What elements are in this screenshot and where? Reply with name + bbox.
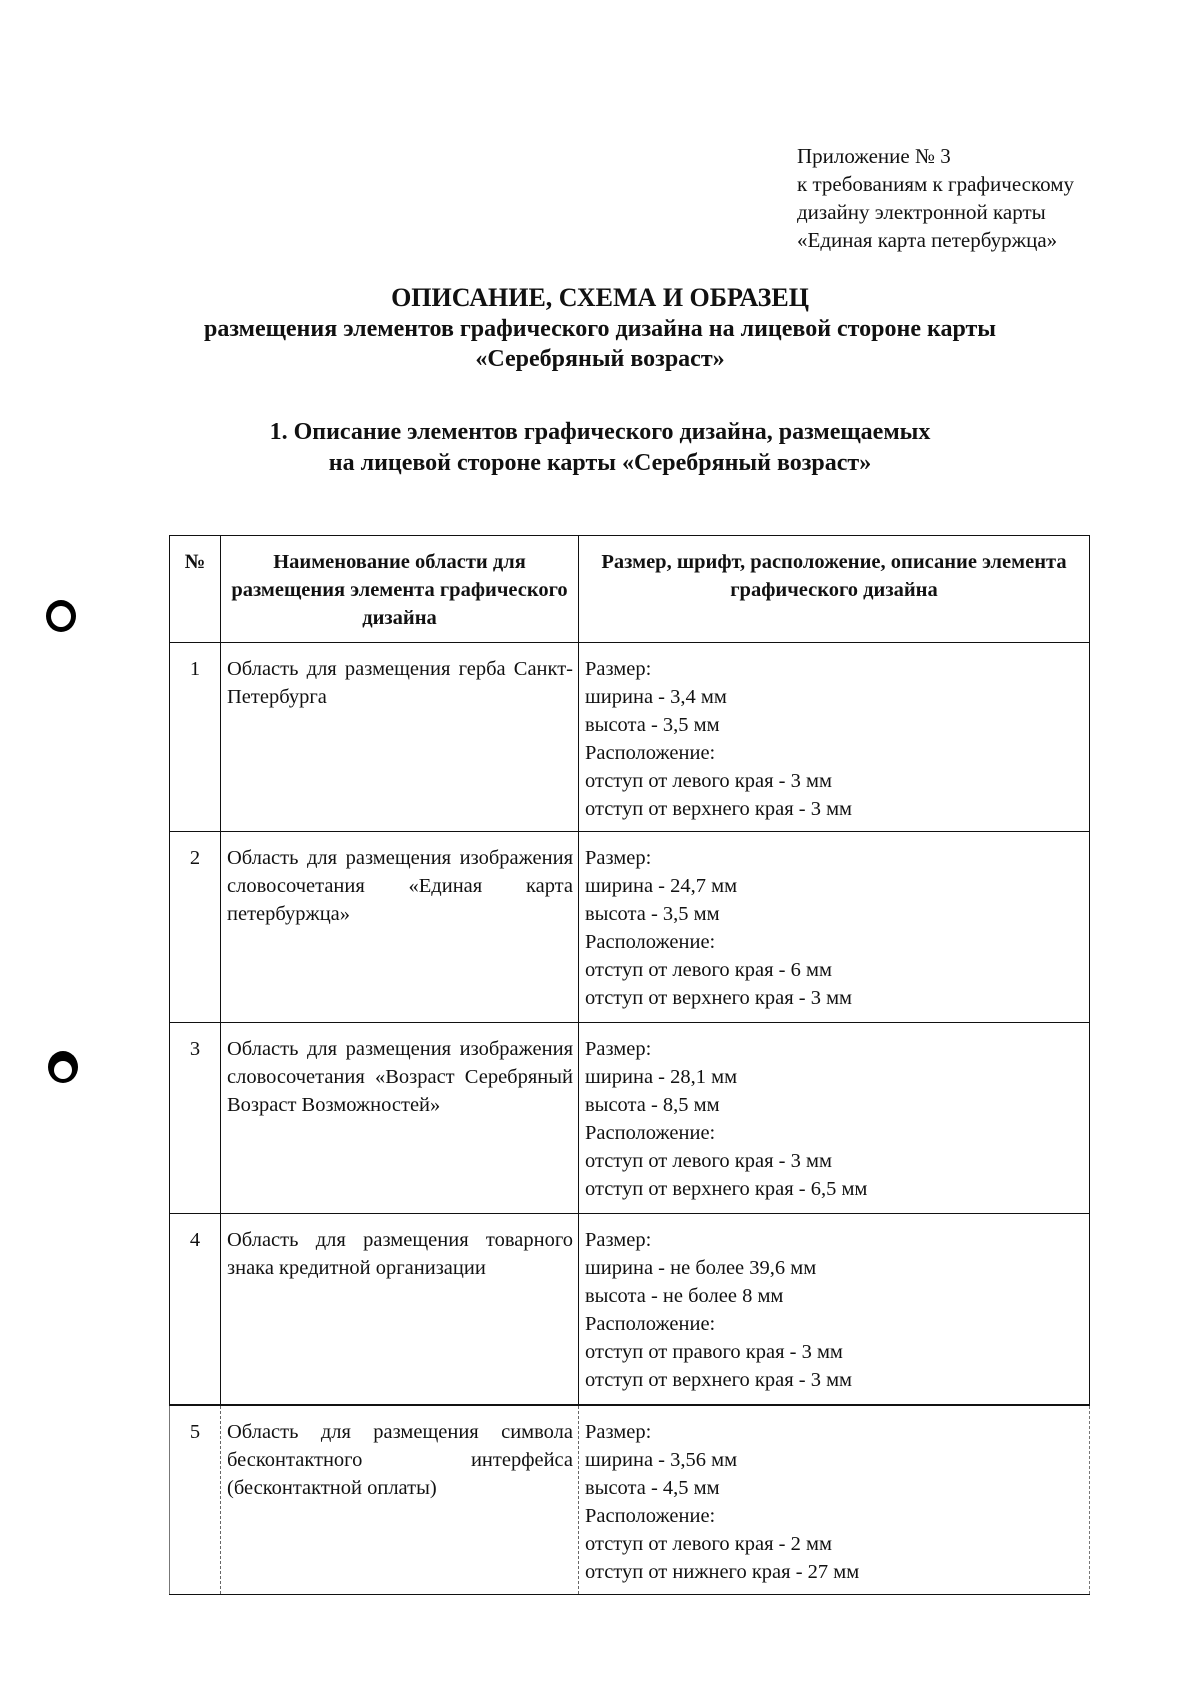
description-line: Расположение: bbox=[585, 931, 716, 953]
appendix-line: «Единая карта петербуржца» bbox=[797, 228, 1058, 252]
description-line: Размер: bbox=[585, 658, 652, 680]
description-line: высота - 4,5 мм bbox=[585, 1477, 720, 1499]
row-number: 2 bbox=[170, 832, 221, 1023]
area-name: Область для размещения символа бесконтактного интерфейса (бесконтактной оплаты) bbox=[221, 1405, 579, 1595]
description-line: отступ от левого края - 6 мм bbox=[585, 959, 832, 981]
document-title: ОПИСАНИЕ, СХЕМА И ОБРАЗЕЦ bbox=[391, 283, 809, 312]
section-heading bbox=[0, 417, 1200, 479]
description-line: высота - не более 8 мм bbox=[585, 1285, 784, 1307]
design-elements-table bbox=[169, 535, 1090, 1595]
row-number: 4 bbox=[170, 1214, 221, 1406]
area-name: Область для размещения изображения словосочетания «Возраст Серебряный Возраст Возможностей» bbox=[221, 1023, 579, 1214]
row-number: 5 bbox=[170, 1405, 221, 1595]
area-description bbox=[579, 832, 1090, 1023]
description-line: Размер: bbox=[585, 847, 652, 869]
table-row bbox=[170, 643, 1090, 832]
area-name: Область для размещения изображения словосочетания «Единая карта петербуржца» bbox=[221, 832, 579, 1023]
binder-hole-mark bbox=[48, 1051, 78, 1083]
header-area-name: Наименование области для размещения элемента графического дизайна bbox=[221, 536, 579, 643]
description-line: ширина - 28,1 мм bbox=[585, 1066, 738, 1088]
document-subtitle: «Серебряный возраст» bbox=[475, 346, 725, 372]
binder-hole-mark bbox=[46, 600, 76, 632]
table-row bbox=[170, 1023, 1090, 1214]
description-line: Расположение: bbox=[585, 1505, 716, 1527]
description-line: Размер: bbox=[585, 1229, 652, 1251]
description-line: отступ от левого края - 2 мм bbox=[585, 1533, 832, 1555]
row-number: 1 bbox=[170, 643, 221, 832]
appendix-reference bbox=[797, 142, 1177, 254]
table-row bbox=[170, 1214, 1090, 1406]
description-line: Расположение: bbox=[585, 1122, 716, 1144]
description-line: Расположение: bbox=[585, 742, 716, 764]
description-line: Размер: bbox=[585, 1421, 652, 1443]
description-line: высота - 3,5 мм bbox=[585, 903, 720, 925]
document-subtitle: размещения элементов графического дизайна на лицевой стороне карты bbox=[203, 316, 997, 342]
header-description: Размер, шрифт, расположение, описание элемента графического дизайна bbox=[579, 536, 1090, 643]
description-line: отступ от верхнего края - 3 мм bbox=[585, 1369, 853, 1391]
description-line: отступ от левого края - 3 мм bbox=[585, 770, 832, 792]
description-line: ширина - 3,56 мм bbox=[585, 1449, 738, 1471]
area-description bbox=[579, 1023, 1090, 1214]
description-line: ширина - 24,7 мм bbox=[585, 875, 738, 897]
section-title: 1. Описание элементов графического дизайна, размещаемых bbox=[269, 419, 931, 445]
appendix-line: к требованиям к графическому bbox=[797, 172, 1075, 196]
appendix-line: дизайну электронной карты bbox=[797, 200, 1046, 224]
appendix-line: Приложение № 3 bbox=[797, 144, 951, 168]
area-description bbox=[579, 1214, 1090, 1406]
description-line: отступ от верхнего края - 3 мм bbox=[585, 987, 853, 1009]
area-name: Область для размещения товарного знака кредитной организации bbox=[221, 1214, 579, 1406]
section-title: на лицевой стороне карты «Серебряный возраст» bbox=[328, 450, 872, 476]
document-heading bbox=[0, 282, 1200, 374]
header-number: № bbox=[170, 536, 221, 643]
description-line: отступ от верхнего края - 6,5 мм bbox=[585, 1178, 868, 1200]
description-line: Размер: bbox=[585, 1038, 652, 1060]
description-line: высота - 8,5 мм bbox=[585, 1094, 720, 1116]
description-line: высота - 3,5 мм bbox=[585, 714, 720, 736]
table-row bbox=[170, 832, 1090, 1023]
description-line: отступ от верхнего края - 3 мм bbox=[585, 798, 853, 820]
description-line: Расположение: bbox=[585, 1313, 716, 1335]
description-line: отступ от левого края - 3 мм bbox=[585, 1150, 832, 1172]
area-name: Область для размещения герба Санкт-Петербурга bbox=[221, 643, 579, 832]
area-description bbox=[579, 643, 1090, 832]
description-line: ширина - 3,4 мм bbox=[585, 686, 727, 708]
table-header-row bbox=[170, 536, 1090, 643]
row-number: 3 bbox=[170, 1023, 221, 1214]
description-line: отступ от правого края - 3 мм bbox=[585, 1341, 843, 1363]
area-description bbox=[579, 1405, 1090, 1595]
table-row bbox=[170, 1405, 1090, 1595]
description-line: ширина - не более 39,6 мм bbox=[585, 1257, 817, 1279]
description-line: отступ от нижнего края - 27 мм bbox=[585, 1561, 860, 1583]
